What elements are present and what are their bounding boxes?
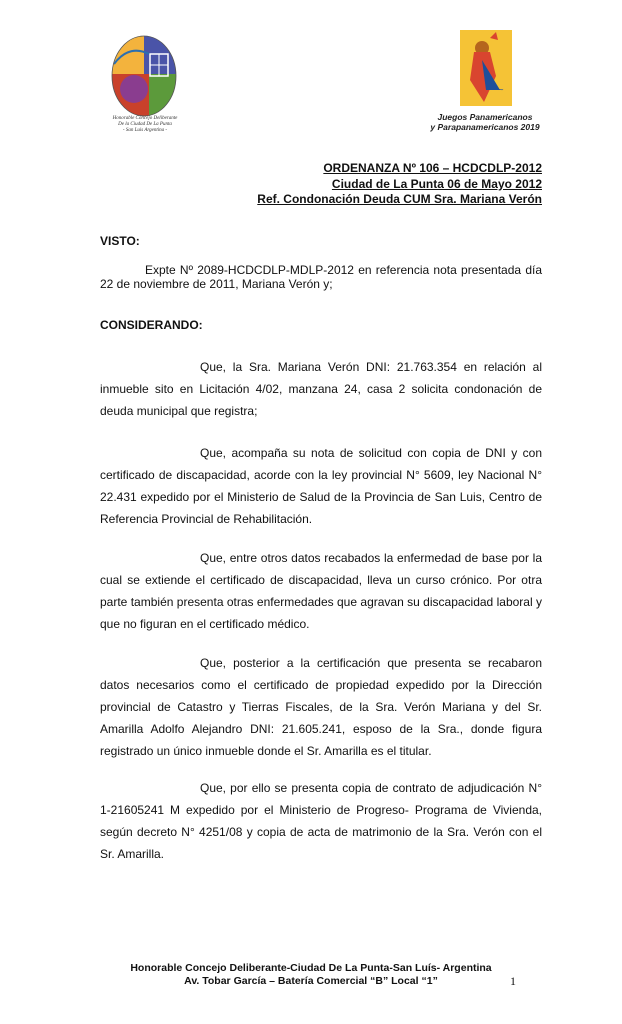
paragraph-text: Que, la Sra. Mariana Verón DNI: 21.763.354 en relación al inmueble sito en Licitación 4/02, manzana 24, casa 2 solicita condonación de deuda municipal que registra; — [100, 360, 542, 418]
considerando-heading: CONSIDERANDO: — [100, 318, 203, 332]
games-caption-line: y Parapanamericanos 2019 — [430, 122, 540, 132]
ordinance-date: Ciudad de La Punta 06 de Mayo 2012 — [331, 177, 542, 191]
paragraph-text: Que, entre otros datos recabados la enfermedad de base por la cual se extiende el certificado de discapacidad, lleva un curso crónico. Por otra parte también presenta otras enfermedades que agravan su discapacidad laboral y que no figuran en el certificado médico. — [100, 551, 542, 631]
panamerican-games-caption — [420, 112, 550, 132]
visto-text: Expte Nº 2089-HCDCDLP-MDLP-2012 en referencia nota presentada día 22 de noviembre de 2011, Mariana Verón y; — [100, 263, 542, 291]
footer — [60, 962, 562, 988]
logo-caption-line: De la Ciudad De La Punta — [118, 122, 172, 127]
considerando-paragraph — [100, 356, 542, 422]
considerando-paragraph — [100, 777, 542, 865]
footer-institution: Honorable Concejo Deliberante-Ciudad De La Punta-San Luís- Argentina — [130, 962, 492, 974]
ordinance-reference: Ref. Condonación Deuda CUM Sra. Mariana Verón — [257, 192, 542, 206]
considerando-paragraph — [100, 547, 542, 635]
games-caption-line: Juegos Panamericanos — [437, 112, 533, 122]
visto-paragraph — [100, 263, 542, 291]
paragraph-text: Que, por ello se presenta copia de contrato de adjudicación N° 1-21605241 M expedido por el Ministerio de Progreso- Programa de Vivienda, según decreto N° 4251/08 y copia de acta de matrimonio de la Sra. Verón con el Sr. Amarilla. — [100, 781, 542, 861]
logo-caption-line: Honorable Concejo Deliberante — [112, 116, 178, 121]
paragraph-text: Que, acompaña su nota de solicitud con copia de DNI y con certificado de discapacidad, acorde con la ley provincial N° 5609, ley Nacional N° 22.431 expedido por el Ministerio de Salud de la Provincia de San Luis, Centro de Referencia Provincial de Rehabilitación. — [100, 446, 542, 526]
page-number: 1 — [510, 974, 516, 988]
visto-heading: VISTO: — [100, 234, 140, 248]
paragraph-text: Que, posterior a la certificación que presenta se recabaron datos necesarios como el certificado de propiedad expedido por la Dirección provincial de Catastro y Tierras Fiscales, de la Sra. Verón Mariana y del Sr. Amarilla Adolfo Alejandro DNI: 21.605.241, esposo de la Sra., donde figura registrado un único inmueble donde el Sr. Amarilla es el titular. — [100, 656, 542, 758]
panamerican-games-logo — [460, 30, 512, 106]
footer-address: Av. Tobar García – Batería Comercial “B” Local “1” — [184, 975, 438, 987]
considerando-paragraph — [100, 442, 542, 530]
ordinance-number: ORDENANZA Nº 106 – HCDCDLP-2012 — [323, 161, 542, 175]
considerando-paragraph — [100, 652, 542, 762]
council-logo-caption — [100, 116, 190, 134]
svg-text:~: ~ — [498, 86, 504, 94]
logo-caption-line: - San Luis Argentina - — [122, 128, 168, 133]
